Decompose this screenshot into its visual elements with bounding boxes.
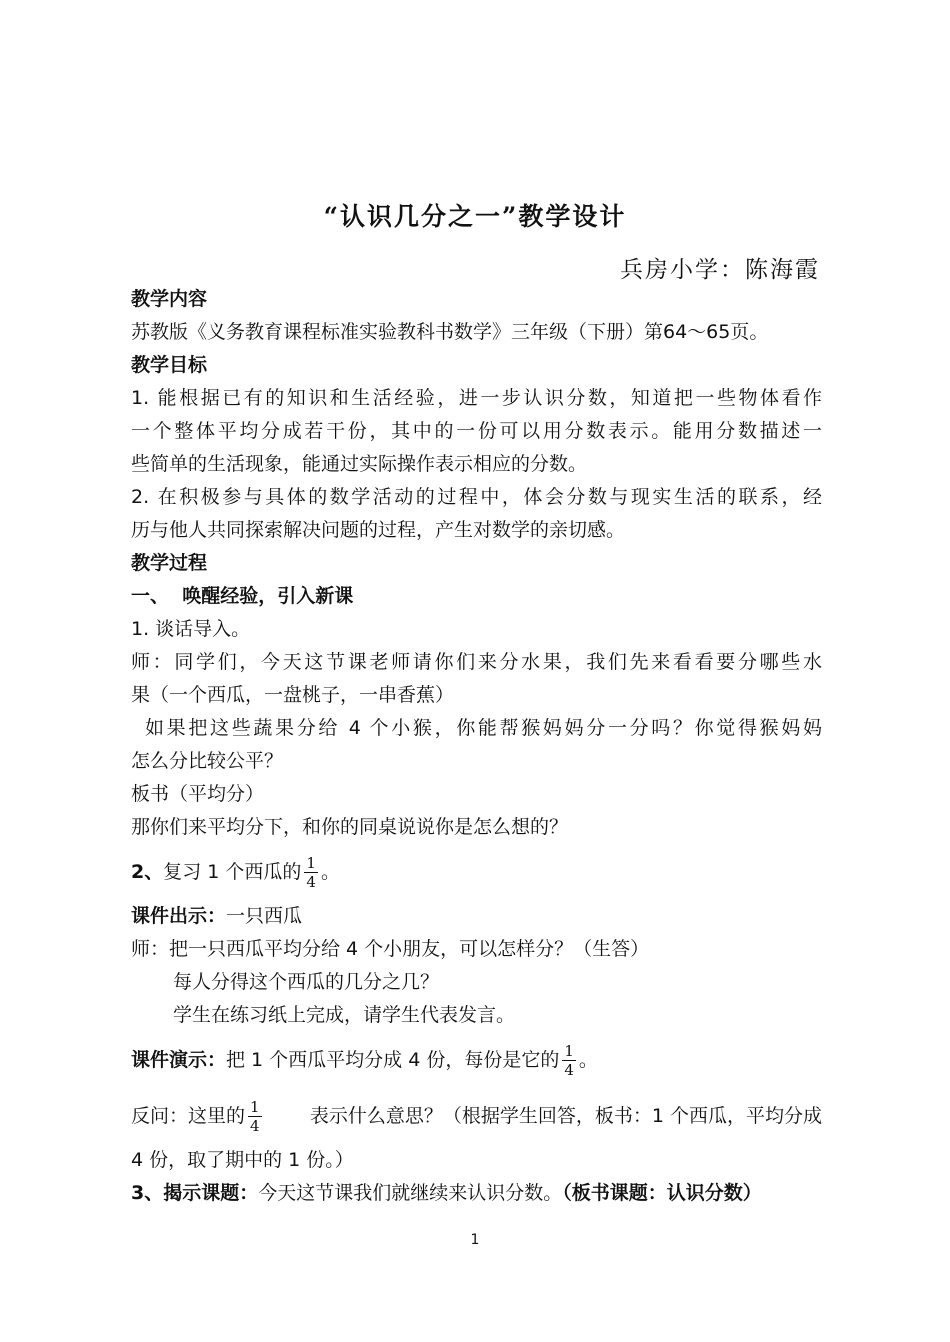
board-note-1: 板书（平均分） bbox=[131, 783, 265, 805]
reverse-question-line-2: 4 份，取了期中的 1 份。） bbox=[131, 1149, 354, 1171]
courseware-demo-end: 。 bbox=[578, 1048, 598, 1071]
teacher-talk-1-line-1: 师：同学们，今天这节课老师请你们来分水果，我们先来看看要分哪些水 bbox=[131, 651, 822, 673]
reverse-question-pre: 反问：这里的 bbox=[131, 1104, 246, 1127]
fraction-denominator: 4 bbox=[564, 1060, 574, 1079]
step-3-label: 3、揭示课题： bbox=[131, 1182, 259, 1204]
teacher-talk-3: 那你们来平均分下，和你的同桌说说你是怎么想的？ bbox=[131, 816, 569, 838]
courseware-show-label: 课件出示： bbox=[131, 905, 227, 927]
goal-1-line-2: 一个整体平均分成若干份，其中的一份可以用分数表示。能用分数描述一 bbox=[131, 420, 822, 442]
fraction-denominator: 4 bbox=[306, 872, 316, 891]
courseware-demo-label: 课件演示： bbox=[131, 1048, 227, 1071]
goal-2-line-2: 历与他人共同探索解决问题的过程，产生对数学的亲切感。 bbox=[131, 519, 626, 541]
teacher-talk-2-line-2: 怎么分比较公平？ bbox=[131, 750, 284, 772]
step-2-text: 复习 1 个西瓜的 bbox=[163, 860, 302, 883]
goal-1-line-1: 1. 能根据已有的知识和生活经验，进一步认识分数，知道把一些物体看作 bbox=[131, 387, 822, 409]
goal-2-line-1: 2. 在积极参与具体的数学活动的过程中，体会分数与现实生活的联系，经 bbox=[131, 486, 822, 508]
document-title: “认识几分之一”教学设计 bbox=[323, 202, 627, 231]
teacher-talk-6: 学生在练习纸上完成，请学生代表发言。 bbox=[173, 1004, 516, 1026]
courseware-show-line bbox=[131, 900, 822, 933]
teacher-talk-1-line-2: 果（一个西瓜，一盘桃子，一串香蕉） bbox=[131, 684, 455, 706]
reverse-question-line bbox=[131, 1088, 822, 1144]
fraction-numerator: 1 bbox=[250, 1097, 260, 1116]
step-2-line bbox=[131, 844, 822, 900]
step-1-text: 1. 谈话导入。 bbox=[131, 618, 251, 640]
step-3-line bbox=[131, 1177, 822, 1210]
page-number: 1 bbox=[470, 1232, 480, 1248]
goal-1-line-3: 些简单的生活现象，能通过实际操作表示相应的分数。 bbox=[131, 453, 588, 475]
teacher-talk-5: 每人分得这个西瓜的几分之几？ bbox=[173, 971, 440, 993]
step-3-board-title: （板书课题：认识分数） bbox=[562, 1182, 762, 1204]
fraction-denominator: 4 bbox=[250, 1116, 260, 1135]
courseware-show-text: 一只西瓜 bbox=[226, 905, 303, 927]
heading-teaching-content: 教学内容 bbox=[131, 288, 208, 310]
heading-teaching-process: 教学过程 bbox=[131, 552, 208, 574]
courseware-demo-text: 把 1 个西瓜平均分成 4 份，每份是它的 bbox=[226, 1048, 560, 1071]
teaching-content-text: 苏教版《义务教育课程标准实验教科书数学》三年级（下册）第64～65页。 bbox=[131, 321, 769, 343]
reverse-question-start bbox=[131, 1099, 265, 1134]
teacher-talk-2-line-1: 如果把这些蔬果分给 4 个小猴，你能帮猴妈妈分一分吗？你觉得猴妈妈 bbox=[145, 717, 822, 739]
heading-teaching-goals: 教学目标 bbox=[131, 354, 208, 376]
document-body bbox=[131, 283, 822, 1210]
reverse-question-post: 表示什么意思？（根据学生回答，板书：1 个西瓜，平均分成 bbox=[309, 1104, 822, 1127]
fraction-one-quarter bbox=[562, 1043, 576, 1078]
courseware-demo-line bbox=[131, 1032, 822, 1088]
fraction-one-quarter bbox=[304, 855, 318, 890]
step-3-text: 今天这节课我们就继续来认识分数。 bbox=[258, 1182, 563, 1204]
step-2-end: 。 bbox=[320, 860, 340, 883]
author-line: 兵房小学：陈海霞 bbox=[620, 257, 820, 283]
part-1-heading: 一、 唤醒经验，引入新课 bbox=[131, 585, 354, 607]
fraction-numerator: 1 bbox=[306, 853, 316, 872]
step-2-label: 2、 bbox=[131, 860, 164, 883]
fraction-one-quarter bbox=[248, 1099, 262, 1134]
fraction-numerator: 1 bbox=[564, 1041, 574, 1060]
teacher-talk-4: 师：把一只西瓜平均分给 4 个小朋友，可以怎样分？（生答） bbox=[131, 938, 650, 960]
